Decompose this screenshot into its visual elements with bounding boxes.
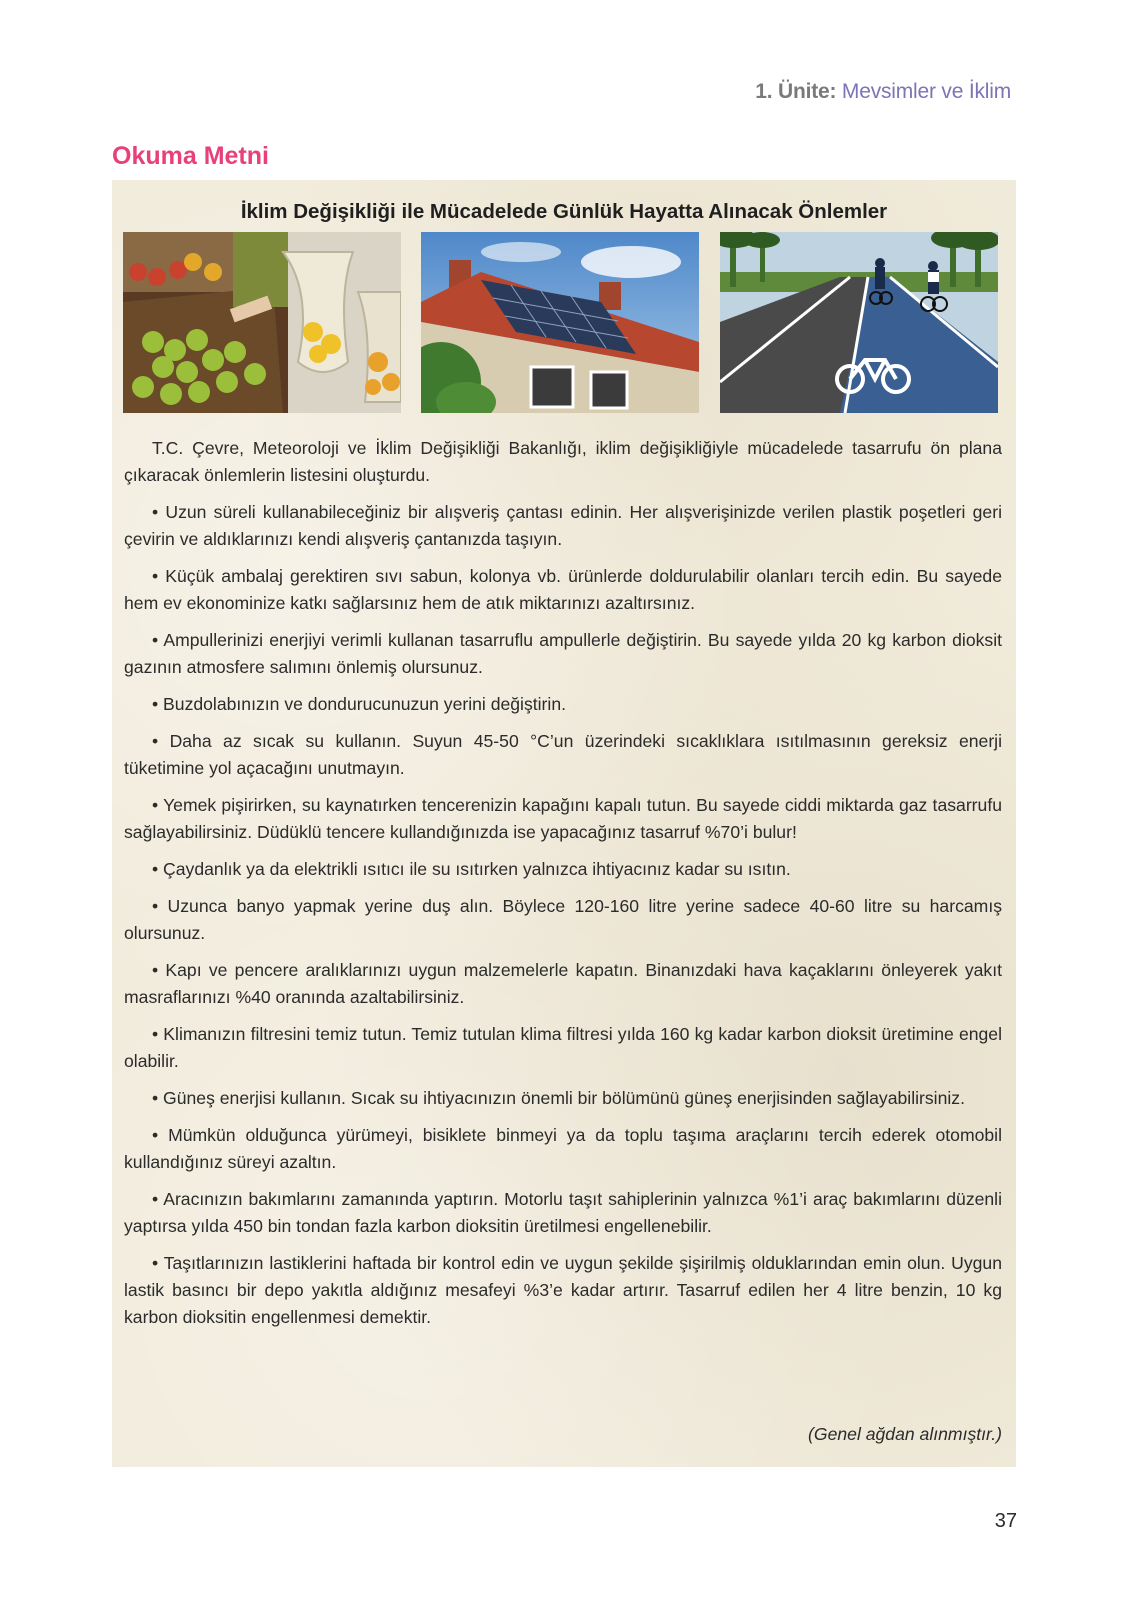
intro-paragraph: T.C. Çevre, Meteoroloji ve İklim Değişikliği Bakanlığı, iklim değişikliğiyle mücadelede tasarrufu ön plana çıkaracak önlemlerin listesini oluşturdu.: [124, 438, 1002, 485]
tip-paragraph: • Kapı ve pencere aralıklarınızı uygun malzemelerle kapatın. Binanızdaki hava kaçaklarını önleyerek yakıt masraflarınızı %40 oranında azaltabilirsiniz.: [124, 960, 1002, 1007]
bike-lane-photo: [720, 232, 998, 413]
tip-paragraph: • Uzun süreli kullanabileceğiniz bir alışveriş çantası edinin. Her alışverişinizde verilen plastik poşetleri geri çevirin ve aldıklarınızı kendi alışveriş çantanızda taşıyın.: [124, 502, 1002, 549]
section-title: Okuma Metni: [112, 142, 269, 170]
tip-paragraph: • Ampullerinizi enerjiyi verimli kullanan tasarruflu ampullerle değiştirin. Bu sayede yılda 20 kg karbon dioksit gazının atmosfere salımını önlemiş olursunuz.: [124, 630, 1002, 677]
page-number: 37: [994, 1510, 1017, 1532]
tip-paragraph: • Klimanızın filtresini temiz tutun. Temiz tutulan klima filtresi yılda 160 kg kadar karbon dioksit üretimine engel olabilir.: [124, 1024, 1002, 1071]
tip-paragraph: • Buzdolabınızın ve dondurucunuzun yerini değiştirin.: [152, 694, 567, 714]
source-note: (Genel ağdan alınmıştır.): [808, 1424, 1002, 1444]
tip-paragraph: • Küçük ambalaj gerektiren sıvı sabun, kolonya vb. ürünlerde doldurulabilir olanları tercih edin. Bu sayede hem ev ekonominize katkı sağlarsınız hem de atık miktarınızı azaltırsınız.: [124, 566, 1002, 613]
tip-paragraph: • Taşıtlarınızın lastiklerini haftada bir kontrol edin ve uygun şekilde şişirilmiş olduklarından emin olun. Uygun lastik basıncı bir depo yakıtla aldığınız mesafeyi %3’e kadar artırır. Tasarruf edilen her 4 litre benzin, 10 kg karbon dioksitin engellenmesi demektir.: [124, 1253, 1002, 1327]
unit-label: 1. Ünite:: [755, 80, 837, 103]
tip-paragraph: • Yemek pişirirken, su kaynatırken tencerenizin kapağını kapalı tutun. Bu sayede ciddi miktarda gaz tasarrufu sağlayabilirsiniz. Düdüklü tencere kullandığınızda ise yapacağınız tasarruf %70’i bulur!: [124, 795, 1002, 842]
tip-paragraph: • Uzunca banyo yapmak yerine duş alın. Böylece 120-160 litre yerine sadece 40-60 litre su harcamış olursunuz.: [124, 896, 1002, 943]
reading-panel: [112, 180, 1016, 1467]
tip-paragraph: • Mümkün olduğunca yürümeyi, bisiklete binmeyi ya da toplu taşıma araçlarını tercih ederek otomobil kullandığınız süreyi azaltın.: [124, 1125, 1002, 1172]
unit-header: [755, 80, 1011, 104]
tip-paragraph: • Aracınızın bakımlarını zamanında yaptırın. Motorlu taşıt sahiplerinin yalnızca %1’i araç bakımlarını düzenli yaptırsa yılda 450 bin tondan fazla karbon dioksitin üretilmesi engellenebilir.: [124, 1189, 1002, 1236]
tip-paragraph: • Güneş enerjisi kullanın. Sıcak su ihtiyacınızın önemli bir bölümünü güneş enerjisinden sağlayabilirsiniz.: [152, 1088, 965, 1108]
tip-paragraph: • Daha az sıcak su kullanın. Suyun 45-50 °C’un üzerindeki sıcaklıklara ısıtılmasının gereksiz enerji tüketimine yol açacağını unutmayın.: [124, 731, 1002, 778]
unit-title: Mevsimler ve İklim: [841, 80, 1011, 103]
reading-title: İklim Değişikliği ile Mücadelede Günlük Hayatta Alınacak Önlemler: [240, 200, 888, 223]
market-produce-photo: [123, 232, 401, 413]
reading-body: [124, 435, 1002, 1341]
solar-roof-photo: [421, 232, 699, 413]
tip-paragraph: • Çaydanlık ya da elektrikli ısıtıcı ile su ısıtırken yalnızca ihtiyacınız kadar su ısıtın.: [152, 859, 791, 879]
